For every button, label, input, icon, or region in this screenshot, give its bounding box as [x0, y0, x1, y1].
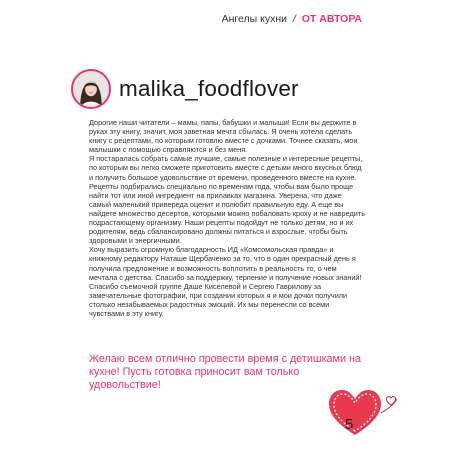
header-separator: / [292, 13, 296, 25]
book-title: Ангелы кухни [221, 13, 287, 25]
paragraph: Спасибо съемочной группе Даше Киселевой и Сергею Гаврилову за замечательные фотографии, при создании которых я и мои дочки получили столько незабываемых радостных эмоций. Их мы перенесли со всеми чувствами в эту книгу. [89, 281, 348, 318]
paragraph: Дорогие наши читатели – мамы, папы, бабушки и малыши! Если вы держите в руках эту книгу, значит, моя заветная мечта сбылась. Я очень хотела сделать книгу с рецептами, по которым готовлю вместе с дочками. Точнее сказать, мои малышки с помощью справляются и без меня. [89, 118, 358, 155]
paragraph: Я постаралась собрать самые лучшие, самые полезные и интересные рецепты, по которым вы легко сможете приготовить вместе с детьми много вкусных блюд и получить большое удовольствие от времени, проведенного вместе на кухне. Рецепты подбирались специально по временам года, чтобы вам было проще найти тот или иной ингредиент на прилавках магазина. Уверена, что даже самый маленький привереда оценит и полюбит правильную еду. А еще вы найдете множество десертов, которыми можно побаловать кроху и не навредить подрастающему организму. Наши рецепты подойдут не только детям, но и их родителям, ведь сбалансировано должны питаться и взрослые, чтобы быть здоровыми и энергичными. [89, 154, 365, 246]
paragraph: Хочу выразить огромную благодарность ИД «Комсомольская правда» и книжному редактору Наташе Щербаченко за то, что в один прекрасный день я получила предложение и возможность воплотить в реальность то, о чем мечтала с детства. Спасибо за поддержку, терпение и получение новых знаний! [89, 245, 362, 282]
closing-wish: Желаю всем отлично провести время с детишками на кухне! Пусть готовка приносит вам только удовольствие! [89, 353, 361, 391]
author-block [71, 69, 299, 109]
page-number: 5 [345, 416, 354, 433]
author-photo-icon [73, 71, 109, 107]
author-name: malika_foodflover [119, 76, 299, 101]
author-avatar [71, 69, 111, 109]
hearts-illustration-icon [325, 379, 401, 439]
running-header [222, 13, 362, 25]
section-title: ОТ АВТОРА [301, 13, 362, 25]
body-text [89, 118, 365, 318]
